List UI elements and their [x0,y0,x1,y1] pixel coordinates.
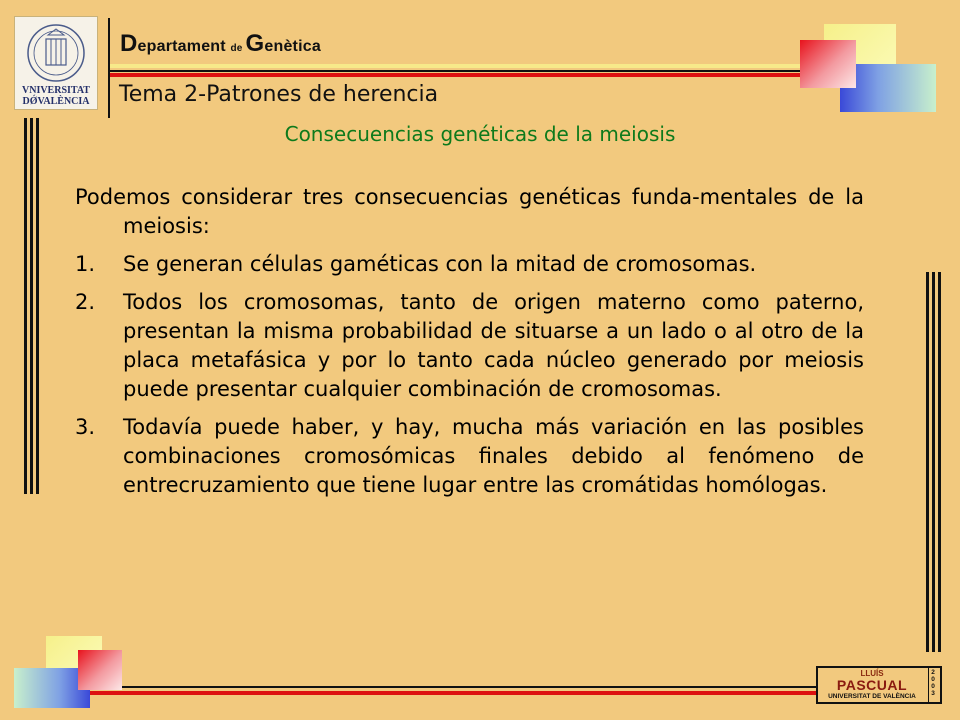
deco-square-red [800,40,856,88]
right-rule-1 [926,272,929,652]
left-rule-4 [108,18,110,118]
footer-rule-black [86,686,816,688]
footer-logo-year-digit: 0 [931,676,935,683]
header-rule-yellow [110,64,810,68]
header-rule-black [110,70,810,72]
dept-word-2: enètica [264,38,321,55]
list-item-text: Todavía puede haber, y hay, mucha más variación en las posibles combinaciones cromosómicas finales debido al fenómeno de entrecruzamiento que tiene lugar entre las cromátidas homólogas. [123,415,864,497]
logo-text-line1: VNIVERSITAT [22,85,90,96]
university-logo [14,16,98,110]
left-rule-3 [36,118,39,494]
list-item [75,250,864,279]
dept-initial-d: D [120,30,138,57]
left-rule-1 [24,118,27,494]
footer-logo-line2: PASCUAL [836,677,908,693]
logo-text-line2: DǾVALÈNCIA [22,96,90,107]
list-item-text: Se generan células gaméticas con la mitad de cromosomas. [123,252,757,276]
list-item [75,413,864,500]
lluis-pascual-logo [816,666,942,704]
footer-rule-red [86,691,816,695]
intro-paragraph: Podemos considerar tres consecuencias genéticas funda-mentales de la meiosis: [75,185,864,238]
footer-logo-line1: LLUÍS [860,669,884,678]
right-rule-2 [932,272,935,652]
left-rule-2 [30,118,33,494]
list-item [75,288,864,404]
footer-logo-year-digit: 2 [931,669,935,676]
list-item-text: Todos los cromosomas, tanto de origen materno como paterno, presentan la misma probabilidad de situarse a un lado o al otro de la placa metafásica y por lo tanto cada núcleo generado por meiosis puede presentar cualquier combinación de cromosomas. [123,290,864,401]
footer-logo-line3: UNIVERSITAT DE VALÈNCIA [828,693,916,700]
dept-word-1: epartament [137,38,231,55]
list-item-number: 3. [75,415,96,439]
right-rule-3 [938,272,941,652]
slide-body [75,183,864,509]
dept-word-de: de [230,43,246,54]
deco-square-red-bottom [78,650,122,690]
footer-logo-year [928,669,938,697]
list-item-number: 2. [75,290,96,314]
footer-logo-year-digit: 3 [931,690,935,697]
list-item-number: 1. [75,252,96,276]
dept-initial-g: G [245,30,265,57]
slide-subtitle: Consecuencias genéticas de la meiosis [284,122,676,146]
department-title [120,30,321,58]
footer-logo-year-digit: 0 [931,683,935,690]
topic-title: Tema 2-Patrones de herencia [119,82,439,107]
header-rule-red [110,73,840,77]
